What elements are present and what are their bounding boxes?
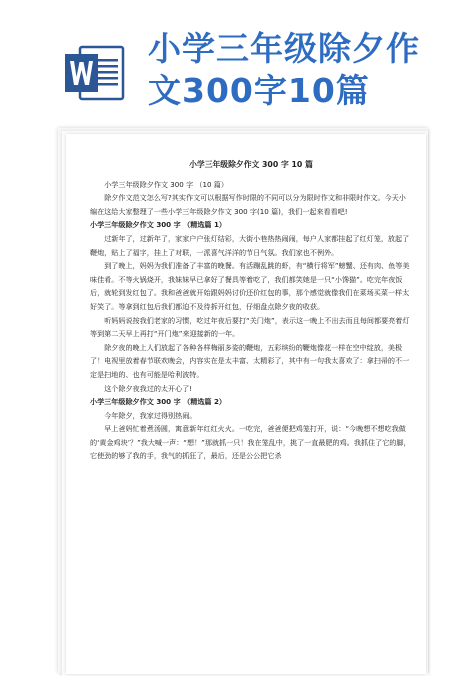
document-page: [66, 134, 426, 674]
word-logo-icon: [63, 42, 125, 104]
paragraph-list: [90, 178, 412, 463]
section-heading: 小学三年级除夕作文 300 字 （精选篇 1）: [90, 220, 227, 230]
paragraph: 这个除夕夜我过的太开心了!: [104, 383, 193, 393]
paragraph: 除夕夜的晚上人们放起了各种各样梅丽多姿的鞭炮，五彩缤纷的鞭炮像花一样在空中绽放，美极了！电视里放着春节联欢晚会，内容实在是太丰富、太精彩了，其中有一句我太喜欢了：拿扫帚的不一定是扫地的、也有可能是哈利波特。: [90, 342, 410, 379]
banner-title-line1: 小学三年级除夕作: [148, 29, 420, 68]
document-content: [90, 158, 412, 463]
paragraph: 听妈妈说按我们老家的习惯，吃过年夜后要打“关门炮”，表示这一晚上不出去而且每间都要亮着灯等到第二天早上再打“开门炮”来迎接新的一年。: [90, 315, 410, 339]
paragraph: 早上爸妈忙着煮汤圆，寓意新年红红火火。一吃完，爸爸便把鸡笼打开，说：“今晚想不想吃我做的‘黄金鸡块’？”我大喊一声：“想！”那就抓一只！我在笼乱中，挑了一直最肥的鸡。我抓住了它的脚，它使劲的够了我的手，我气的抓狂了，最后，还是公公把它杀: [90, 424, 411, 461]
banner-title: [148, 28, 468, 112]
document-title: 小学三年级除夕作文 300 字 10 篇: [189, 160, 313, 169]
section-heading: 小学三年级除夕作文 300 字 （精选篇 2）: [90, 397, 227, 407]
paragraph: 今年除夕，我家过得别热闹。: [104, 410, 197, 420]
paragraph: 到了晚上，妈妈为我们准备了丰富的晚餐。有活蹦乱跳的虾，有“横行将军”螃蟹、还有肉、鱼等美味佳肴。不等火锅烧开，我妹妹早已拿好了餐具等着吃了，我们都笑她是一只“小馋猫”。吃完年夜饭后，就轮到发红包了。我和爸爸就开始跟妈妈讨价还价红包的事，那个感觉就像我们在菜场买菜一样太好笑了。等拿到红包后我们都迫不及待拆开红包，仔细盘点除夕夜的收获。: [90, 261, 410, 311]
banner-title-line2: 文300字10篇: [148, 71, 370, 110]
paragraph: 过新年了，过新年了，家家户户张灯结彩，大街小巷热热闹闹，每户人家都挂起了红灯笼，放起了鞭炮，贴上了福字，挂上了对联，一派喜气洋洋的节日气氛。我们家也不例外。: [90, 233, 410, 257]
paragraph: 除夕作文范文怎么写?其实作文可以根据写作时限的不同可以分为限时作文和非限时作文。今天小编在这给大家整理了一些小学三年级除夕作文 300 字(10 篇)，我们一起来看看吧!: [90, 193, 406, 216]
paragraph: 小学三年级除夕作文 300 字 （10 篇）: [104, 179, 228, 189]
